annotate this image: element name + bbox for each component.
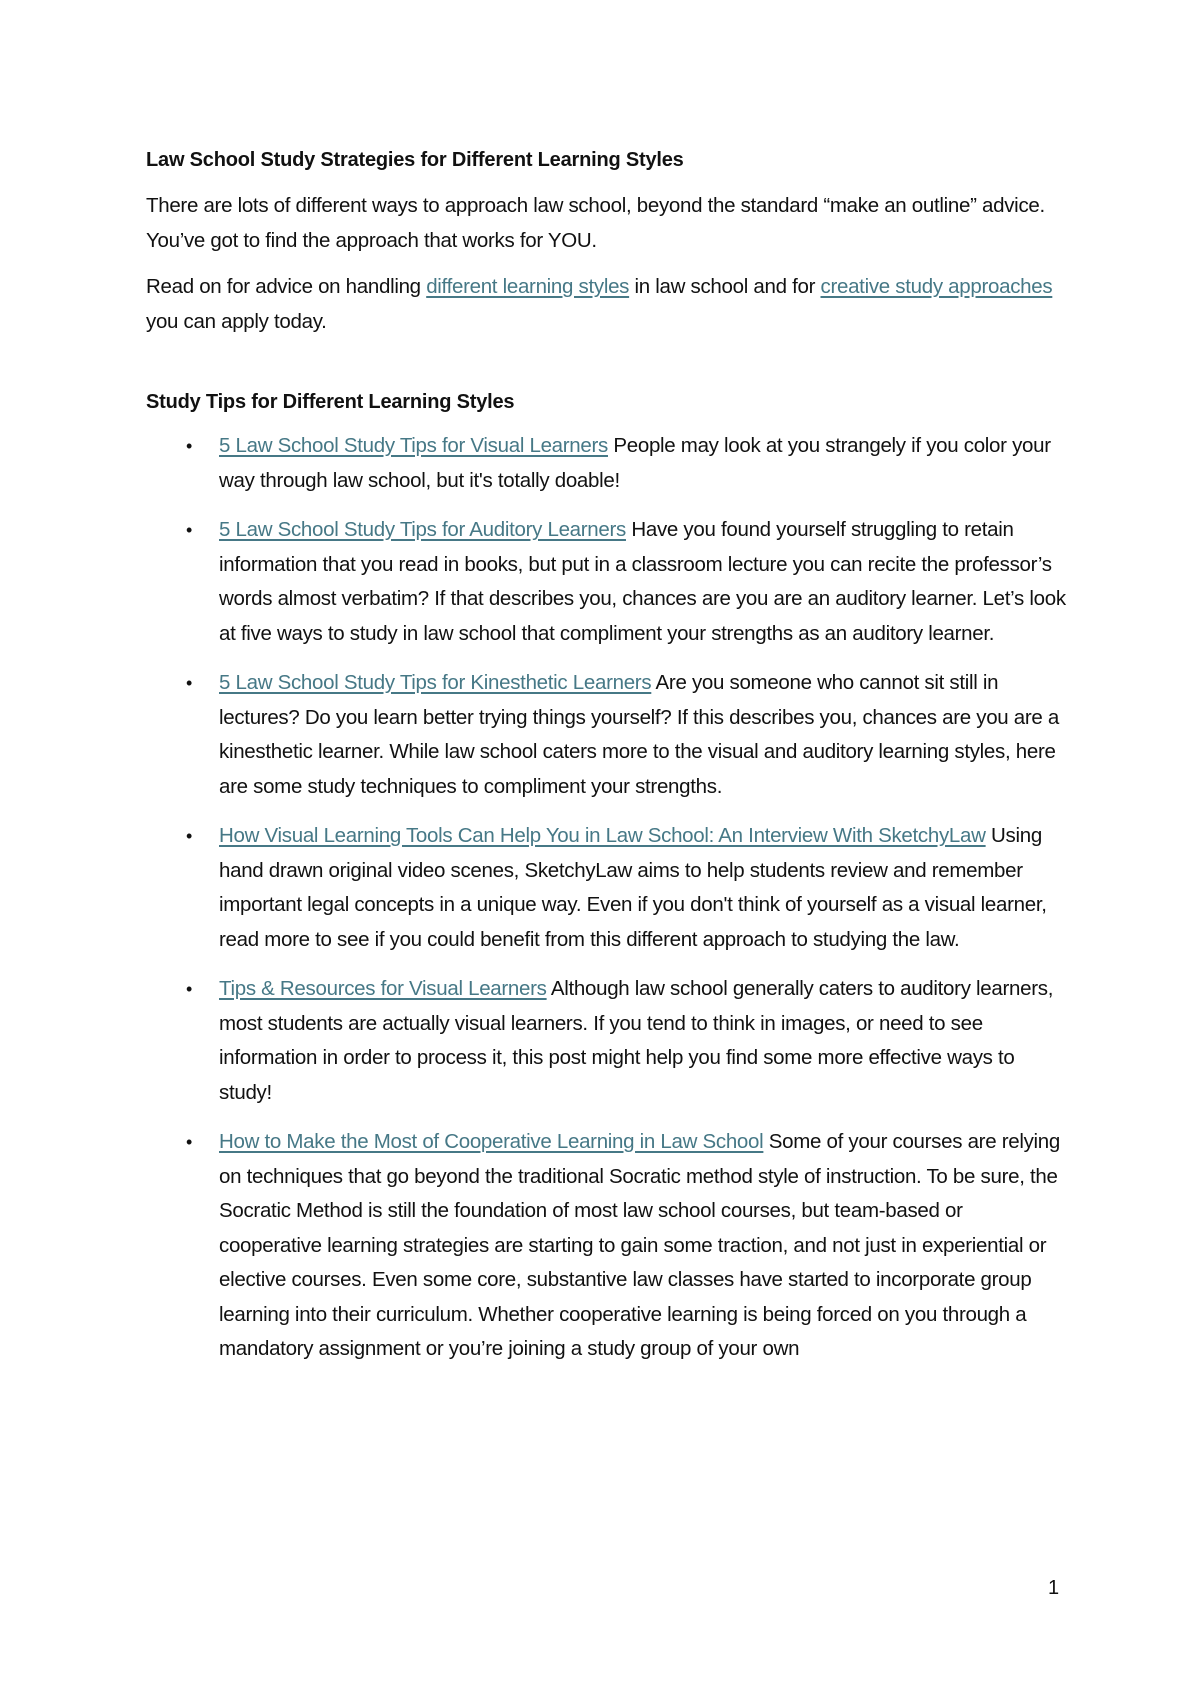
bullet-icon: • xyxy=(186,436,193,456)
section-heading: Study Tips for Different Learning Styles xyxy=(146,391,515,413)
page-title: Law School Study Strategies for Different Learning Styles xyxy=(146,149,684,171)
bullet-icon: • xyxy=(186,673,193,693)
document-content xyxy=(146,143,1066,1382)
read-on-paragraph xyxy=(146,270,1066,339)
link-sketchylaw-interview[interactable]: How Visual Learning Tools Can Help You in Law School: An Interview With SketchyLaw xyxy=(219,824,986,847)
list-item xyxy=(146,513,1066,651)
list-item xyxy=(146,429,1066,498)
link-kinesthetic-learners-tips[interactable]: 5 Law School Study Tips for Kinesthetic Learners xyxy=(219,671,652,694)
list-item xyxy=(146,666,1066,804)
list-item xyxy=(146,972,1066,1110)
tip-description: Are you someone who cannot sit still in lectures? Do you learn better trying things yourself? If this describes you, chances are you are a kinesthetic learner. While law school caters more to the visual and auditory learning styles, here are some study techniques to compliment your strengths. xyxy=(219,671,1060,798)
tip-description: Although law school generally caters to auditory learners, most students are actually visual learners. If you tend to think in images, or need to see information in order to process it, this post might help you find some more effective ways to study! xyxy=(219,977,1054,1104)
list-item xyxy=(146,819,1066,957)
link-auditory-learners-tips[interactable]: 5 Law School Study Tips for Auditory Learners xyxy=(219,518,626,541)
link-different-learning-styles[interactable]: different learning styles xyxy=(426,275,630,298)
bullet-icon: • xyxy=(186,1132,193,1152)
link-cooperative-learning[interactable]: How to Make the Most of Cooperative Learning in Law School xyxy=(219,1130,764,1153)
intro-paragraph: There are lots of different ways to approach law school, beyond the standard “make an outline” advice. You’ve got to find the approach that works for YOU. xyxy=(146,194,1045,252)
list-item xyxy=(146,1125,1066,1367)
tip-description: People may look at you strangely if you color your way through law school, but it's totally doable! xyxy=(219,434,1051,492)
bullet-icon: • xyxy=(186,979,193,999)
tip-description: Have you found yourself struggling to retain information that you read in books, but put in a classroom lecture you can recite the professor’s words almost verbatim? If that describes you, chances are you are an auditory learner. Let’s look at five ways to study in law school that compliment your strengths as an auditory learner. xyxy=(219,518,1066,645)
page-number: 1 xyxy=(1048,1577,1060,1599)
read-on-suffix: you can apply today. xyxy=(146,309,327,333)
tip-description: Using hand drawn original video scenes, SketchyLaw aims to help students review and remember important legal concepts in a unique way. Even if you don't think of yourself as a visual learner, read more to see if you could benefit from this different approach to studying the law. xyxy=(219,824,1047,951)
bullet-icon: • xyxy=(186,826,193,846)
read-on-middle: in law school and for xyxy=(629,275,821,298)
tip-description: Some of your courses are relying on techniques that go beyond the traditional Socratic method style of instruction. To be sure, the Socratic Method is still the foundation of most law school courses, but team-based or cooperative learning strategies are starting to gain some traction, and not just in experiential or elective courses. Even some core, substantive law classes have started to incorporate group learning into their curriculum. Whether cooperative learning is being forced on you through a mandatory assignment or you’re joining a study group of your own xyxy=(219,1130,1060,1360)
link-creative-study-approaches[interactable]: creative study approaches xyxy=(820,275,1053,298)
link-visual-learners-tips[interactable]: 5 Law School Study Tips for Visual Learners xyxy=(219,434,608,457)
tips-list xyxy=(146,429,1066,1367)
link-visual-learners-resources[interactable]: Tips & Resources for Visual Learners xyxy=(219,977,547,1000)
bullet-icon: • xyxy=(186,520,193,540)
read-on-prefix: Read on for advice on handling xyxy=(146,275,427,298)
